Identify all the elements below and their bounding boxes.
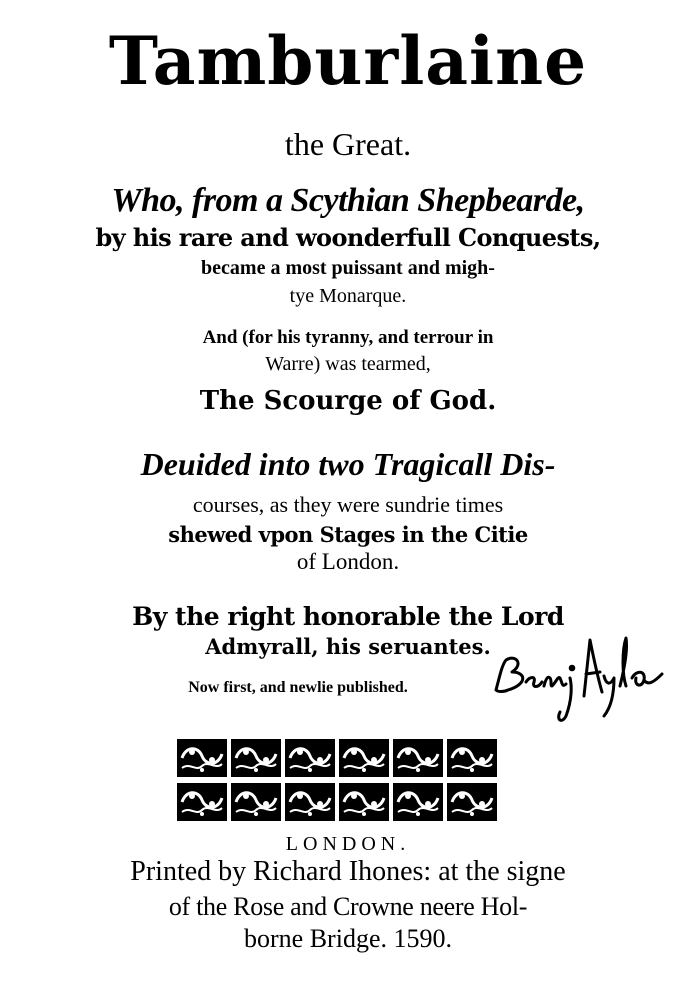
ornament-row-1: [177, 739, 497, 777]
andfor-line: And (for his tyranny, and terrour in: [202, 327, 494, 348]
ornament-row-2: [177, 783, 497, 821]
shewed-line: shewed vpon Stages in the Citie: [168, 522, 528, 547]
handwritten-signature: [486, 620, 672, 730]
courses-line: courses, as they were sundrie times: [192, 492, 504, 517]
imprint-rose-line: of the Rose and Crowne neere Hol-: [168, 892, 528, 921]
imprint-borne-line: borne Bridge. 1590.: [244, 924, 452, 953]
warre-line: Warre) was tearmed,: [265, 353, 431, 375]
imprint-printed-line: Printed by Richard Ihones: at the signe: [130, 856, 566, 887]
admirall-line: Admyrall, his seruantes.: [205, 634, 491, 659]
book-subtitle: the Great.: [284, 126, 412, 162]
of-london-line: of London.: [296, 549, 400, 574]
monarque-line: tye Monarque.: [289, 285, 407, 307]
nowfirst-line: Now first, and newlie published.: [188, 679, 408, 696]
became-line: became a most puissant and migh-: [201, 257, 495, 279]
scourge-line: The Scourge of God.: [199, 386, 497, 416]
deuided-line: Deuided into two Tragicall Dis-: [140, 446, 556, 482]
byright-line: By the right honorable the Lord: [132, 602, 564, 631]
conquests-line: by his rare and woonderfull Conquests,: [95, 223, 601, 252]
printers-ornament: [176, 738, 498, 824]
imprint-place: LONDON.: [285, 833, 411, 855]
who-line: Who, from a Scythian Shepbearde,: [111, 182, 585, 219]
book-title: Tamburlaine: [108, 22, 588, 100]
